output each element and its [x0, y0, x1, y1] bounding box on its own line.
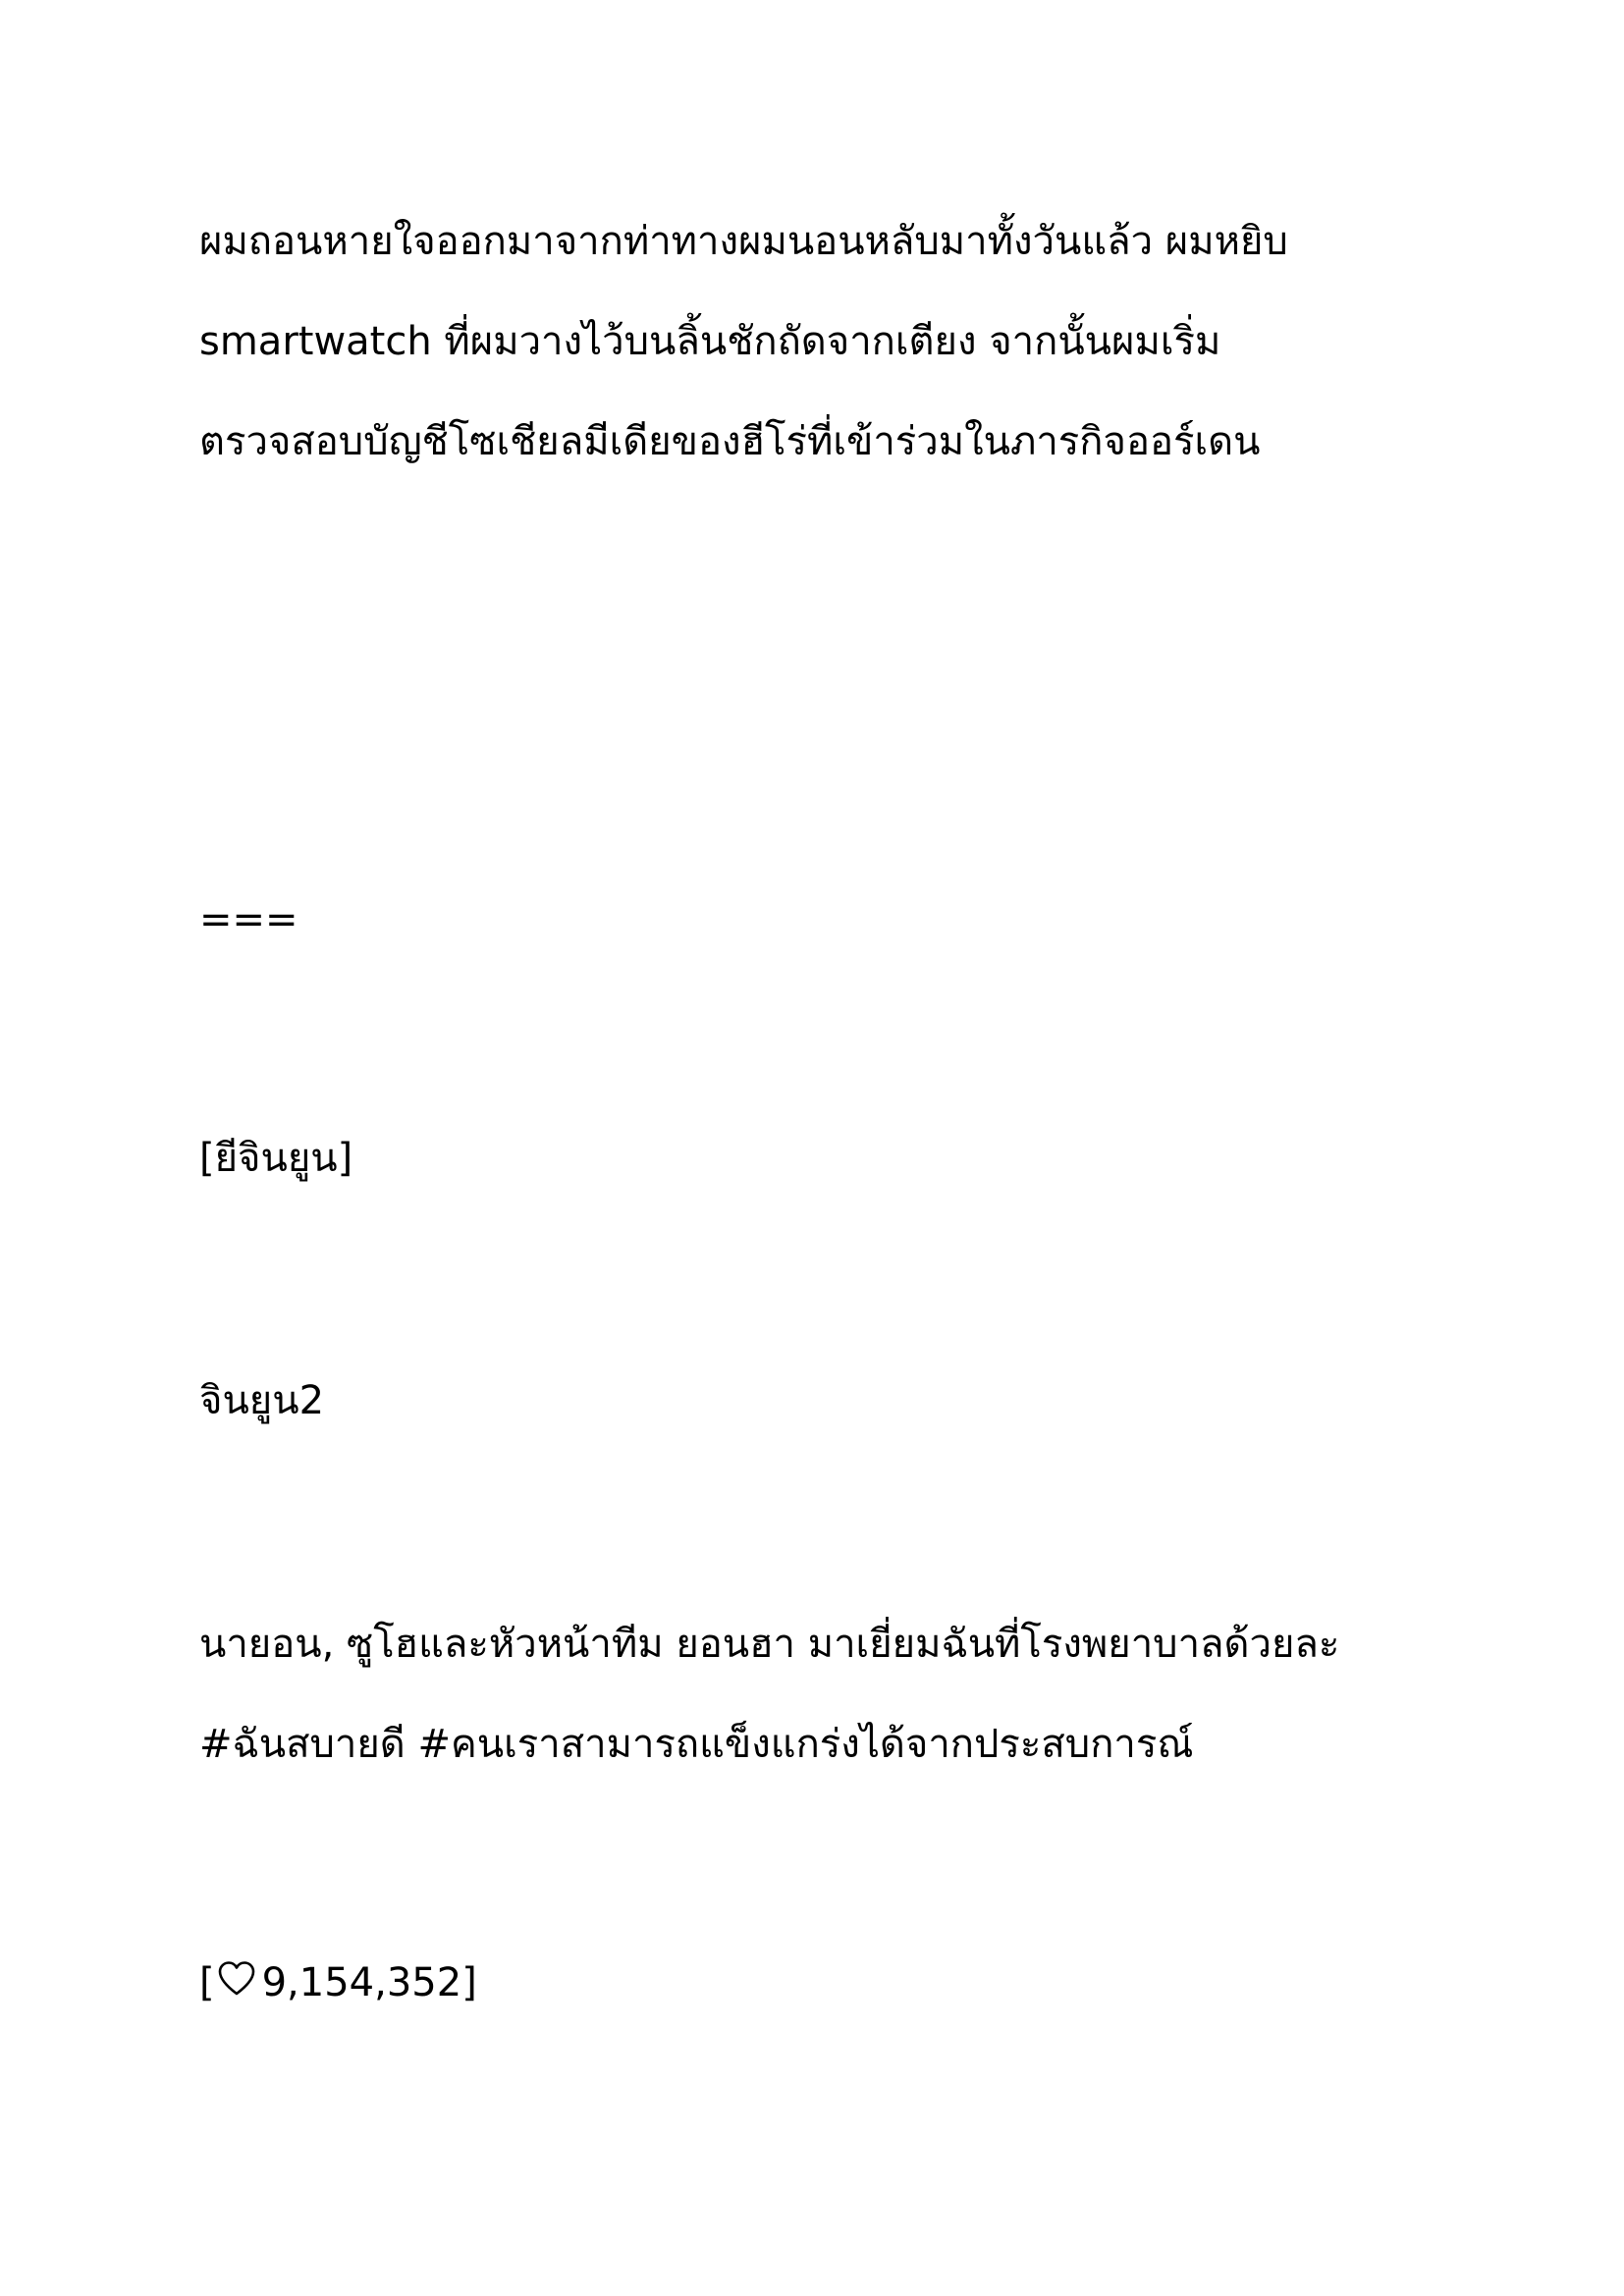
post-like-count [199, 1953, 477, 2012]
like-close-bracket: ] [461, 1960, 477, 2005]
post-username: จินยูน2 [199, 1378, 325, 1423]
narration-line-1: ผมถอนหายใจออกมาจากท่าทางผมนอนหลับมาทั้งวันแล้ว ผมหยิบ [199, 219, 1288, 264]
narration-line-2: smartwatch ที่ผมวางไว้บนลิ้นชักถัดจากเตียง จากนั้นผมเริ่ม [199, 319, 1221, 364]
heart-outline-icon [217, 1959, 256, 1999]
like-count-value: 9,154,352 [261, 1960, 462, 2005]
like-open-bracket: [ [199, 1960, 215, 2005]
social-account-header: [ยีจินยูน] [199, 1136, 353, 1181]
section-separator: === [199, 897, 298, 942]
post-text-line-2: #ฉันสบายดี #คนเราสามารถแข็งแกร่งได้จากประสบการณ์ [199, 1722, 1194, 1767]
post-text-line-1: นายอน, ซูโฮและหัวหน้าทีม ยอนฮา มาเยี่ยมฉันที่โรงพยาบาลด้วยละ [199, 1622, 1340, 1667]
heart-outline-icon-svg [217, 1959, 256, 1999]
narration-line-3: ตรวจสอบบัญชีโซเชียลมีเดียของฮีโร่ที่เข้าร่วมในภารกิจออร์เดน [199, 419, 1261, 464]
